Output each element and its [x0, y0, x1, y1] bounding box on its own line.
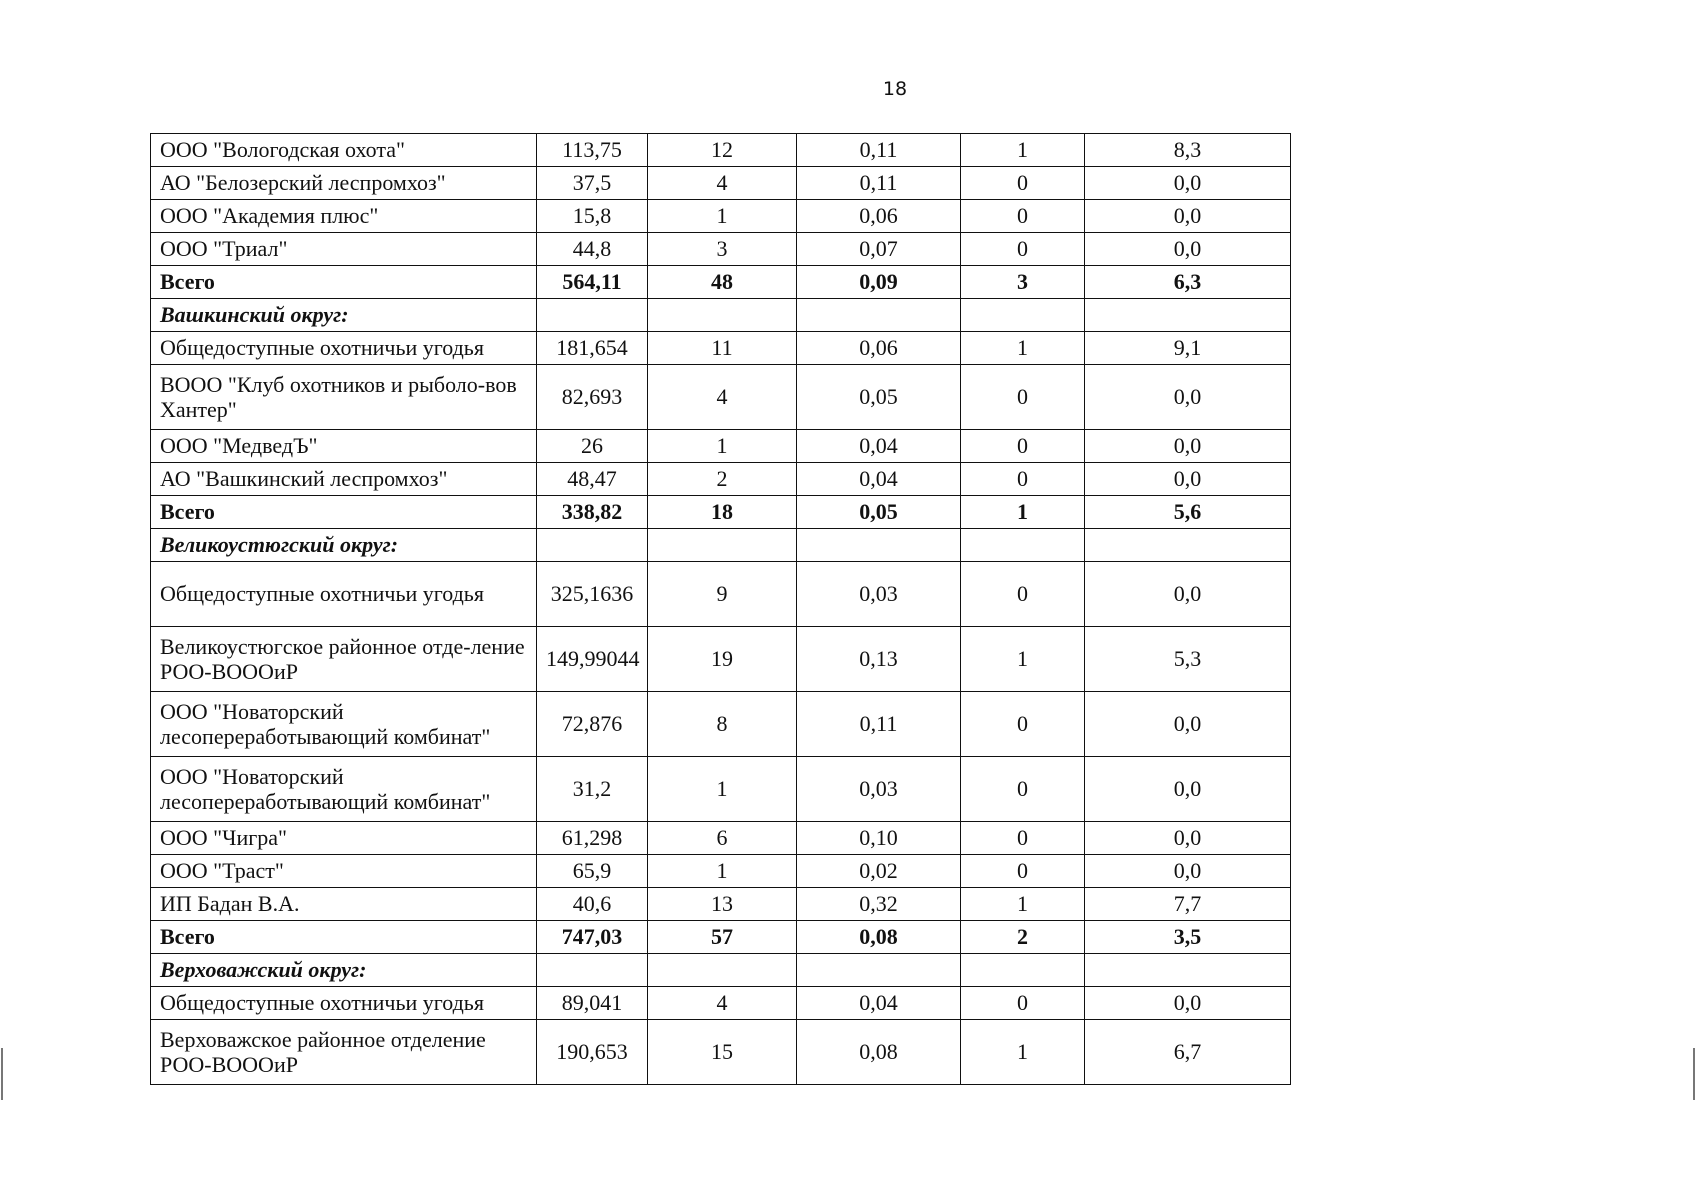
table-row	[151, 562, 1291, 627]
row-value: 2	[961, 921, 1085, 954]
row-value: 1	[961, 627, 1085, 692]
row-density: 0,03	[797, 562, 961, 627]
row-area: 181,654	[537, 332, 648, 365]
row-area: 26	[537, 430, 648, 463]
row-name: ООО "Триал"	[151, 233, 537, 266]
row-name: ООО "Новаторский лесопереработывающий комбинат"	[151, 692, 537, 757]
row-area: 31,2	[537, 757, 648, 822]
row-density: 0,04	[797, 987, 961, 1020]
row-area: 82,693	[537, 365, 648, 430]
district-header-row	[151, 954, 1291, 987]
row-count: 4	[648, 167, 797, 200]
row-area: 65,9	[537, 855, 648, 888]
total-row	[151, 921, 1291, 954]
row-percent: 9,1	[1085, 332, 1291, 365]
table-row	[151, 987, 1291, 1020]
table-row	[151, 332, 1291, 365]
row-value: 0	[961, 987, 1085, 1020]
page-number: 18	[882, 78, 908, 100]
row-percent: 5,6	[1085, 496, 1291, 529]
table-row	[151, 134, 1291, 167]
row-percent	[1085, 299, 1291, 332]
row-value	[961, 299, 1085, 332]
row-value: 0	[961, 167, 1085, 200]
row-density	[797, 299, 961, 332]
row-percent: 0,0	[1085, 692, 1291, 757]
table-row	[151, 757, 1291, 822]
row-name: Всего	[151, 266, 537, 299]
row-area	[537, 954, 648, 987]
row-name: Всего	[151, 921, 537, 954]
row-count	[648, 529, 797, 562]
table-row	[151, 1020, 1291, 1085]
row-density: 0,11	[797, 167, 961, 200]
row-area: 44,8	[537, 233, 648, 266]
row-area: 747,03	[537, 921, 648, 954]
table-row	[151, 200, 1291, 233]
row-value: 1	[961, 332, 1085, 365]
row-density: 0,11	[797, 692, 961, 757]
row-value	[961, 954, 1085, 987]
table-row	[151, 430, 1291, 463]
row-count	[648, 299, 797, 332]
district-header-row	[151, 299, 1291, 332]
row-name: ООО "Вологодская охота"	[151, 134, 537, 167]
row-count: 13	[648, 888, 797, 921]
row-percent: 0,0	[1085, 430, 1291, 463]
row-area: 564,11	[537, 266, 648, 299]
row-percent	[1085, 529, 1291, 562]
row-density: 0,32	[797, 888, 961, 921]
row-value: 0	[961, 757, 1085, 822]
row-value: 1	[961, 496, 1085, 529]
district-header-row	[151, 529, 1291, 562]
row-density: 0,11	[797, 134, 961, 167]
row-percent: 5,3	[1085, 627, 1291, 692]
row-density: 0,02	[797, 855, 961, 888]
row-percent: 8,3	[1085, 134, 1291, 167]
table-row	[151, 167, 1291, 200]
row-count: 4	[648, 987, 797, 1020]
row-percent: 6,3	[1085, 266, 1291, 299]
row-name: Общедоступные охотничьи угодья	[151, 987, 537, 1020]
row-count: 8	[648, 692, 797, 757]
row-name: ООО "Траст"	[151, 855, 537, 888]
row-area: 89,041	[537, 987, 648, 1020]
row-value: 1	[961, 134, 1085, 167]
row-count: 11	[648, 332, 797, 365]
data-table	[150, 133, 1291, 1085]
row-count: 19	[648, 627, 797, 692]
total-row	[151, 496, 1291, 529]
row-area: 37,5	[537, 167, 648, 200]
row-percent: 0,0	[1085, 757, 1291, 822]
row-count: 1	[648, 430, 797, 463]
row-name: Великоустюгское районное отде-ление РОО-ВОООиР	[151, 627, 537, 692]
row-name: ООО "Чигра"	[151, 822, 537, 855]
row-area: 113,75	[537, 134, 648, 167]
row-value: 0	[961, 463, 1085, 496]
row-value: 0	[961, 430, 1085, 463]
row-percent: 0,0	[1085, 463, 1291, 496]
row-percent: 6,7	[1085, 1020, 1291, 1085]
row-area: 149,99044	[537, 627, 648, 692]
row-area: 338,82	[537, 496, 648, 529]
table-row	[151, 233, 1291, 266]
row-area	[537, 299, 648, 332]
row-name: Вашкинский округ:	[151, 299, 537, 332]
total-row	[151, 266, 1291, 299]
row-name: Общедоступные охотничьи угодья	[151, 332, 537, 365]
row-density: 0,03	[797, 757, 961, 822]
row-percent: 0,0	[1085, 167, 1291, 200]
row-area: 48,47	[537, 463, 648, 496]
row-name: ИП Бадан В.А.	[151, 888, 537, 921]
row-count: 4	[648, 365, 797, 430]
row-density: 0,06	[797, 332, 961, 365]
row-count: 3	[648, 233, 797, 266]
table-row	[151, 627, 1291, 692]
row-density: 0,13	[797, 627, 961, 692]
scan-mark-left	[1, 1048, 3, 1100]
row-area: 72,876	[537, 692, 648, 757]
row-count: 1	[648, 855, 797, 888]
row-value: 0	[961, 822, 1085, 855]
row-name: Общедоступные охотничьи угодья	[151, 562, 537, 627]
row-density: 0,07	[797, 233, 961, 266]
row-percent: 0,0	[1085, 987, 1291, 1020]
row-density: 0,08	[797, 1020, 961, 1085]
row-value: 1	[961, 888, 1085, 921]
row-count: 57	[648, 921, 797, 954]
row-value: 0	[961, 855, 1085, 888]
row-area	[537, 529, 648, 562]
row-area: 15,8	[537, 200, 648, 233]
row-percent: 0,0	[1085, 855, 1291, 888]
row-density: 0,10	[797, 822, 961, 855]
row-name: ООО "Академия плюс"	[151, 200, 537, 233]
row-percent: 0,0	[1085, 365, 1291, 430]
row-name: Великоустюгский округ:	[151, 529, 537, 562]
row-count: 1	[648, 200, 797, 233]
row-density: 0,05	[797, 365, 961, 430]
row-name: АО "Белозерский леспромхоз"	[151, 167, 537, 200]
row-name: ВООО "Клуб охотников и рыболо-вов Хантер"	[151, 365, 537, 430]
row-name: ООО "МедведЪ"	[151, 430, 537, 463]
row-count: 9	[648, 562, 797, 627]
row-density: 0,04	[797, 430, 961, 463]
table-row	[151, 822, 1291, 855]
table-row	[151, 365, 1291, 430]
row-value: 0	[961, 692, 1085, 757]
row-percent: 0,0	[1085, 200, 1291, 233]
row-name: Всего	[151, 496, 537, 529]
row-value: 0	[961, 233, 1085, 266]
table-row	[151, 855, 1291, 888]
row-area: 325,1636	[537, 562, 648, 627]
scan-mark-right	[1693, 1048, 1695, 1100]
table-row	[151, 888, 1291, 921]
row-area: 40,6	[537, 888, 648, 921]
row-name: Верховажское районное отделение РОО-ВОООиР	[151, 1020, 537, 1085]
row-name: АО "Вашкинский леспромхоз"	[151, 463, 537, 496]
row-count	[648, 954, 797, 987]
row-count: 2	[648, 463, 797, 496]
row-area: 190,653	[537, 1020, 648, 1085]
row-value: 0	[961, 365, 1085, 430]
row-percent: 3,5	[1085, 921, 1291, 954]
row-density: 0,05	[797, 496, 961, 529]
row-percent: 7,7	[1085, 888, 1291, 921]
row-percent: 0,0	[1085, 562, 1291, 627]
row-value: 3	[961, 266, 1085, 299]
row-percent: 0,0	[1085, 233, 1291, 266]
row-density	[797, 529, 961, 562]
row-percent	[1085, 954, 1291, 987]
table-row	[151, 463, 1291, 496]
row-value: 0	[961, 562, 1085, 627]
row-density	[797, 954, 961, 987]
row-count: 12	[648, 134, 797, 167]
row-name: Верховажский округ:	[151, 954, 537, 987]
table-body	[151, 134, 1291, 1085]
row-value: 1	[961, 1020, 1085, 1085]
row-value	[961, 529, 1085, 562]
row-density: 0,09	[797, 266, 961, 299]
row-count: 18	[648, 496, 797, 529]
row-area: 61,298	[537, 822, 648, 855]
row-count: 6	[648, 822, 797, 855]
row-count: 1	[648, 757, 797, 822]
row-density: 0,08	[797, 921, 961, 954]
row-count: 15	[648, 1020, 797, 1085]
row-count: 48	[648, 266, 797, 299]
row-name: ООО "Новаторский лесопереработывающий комбинат"	[151, 757, 537, 822]
row-value: 0	[961, 200, 1085, 233]
row-percent: 0,0	[1085, 822, 1291, 855]
row-density: 0,04	[797, 463, 961, 496]
table-row	[151, 692, 1291, 757]
row-density: 0,06	[797, 200, 961, 233]
